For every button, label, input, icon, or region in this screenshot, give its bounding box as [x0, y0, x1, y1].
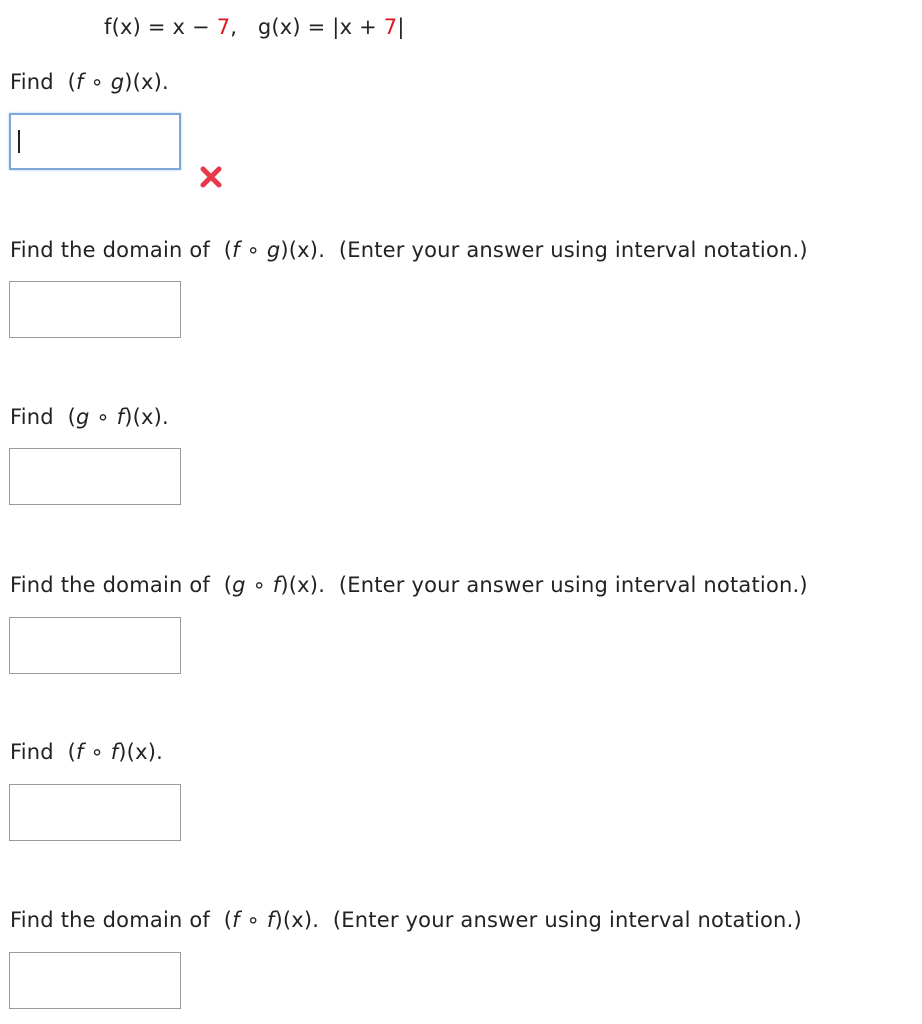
gof-domain-answer-input[interactable]	[9, 617, 181, 674]
g-definition: g(x) = |x + 7|	[257, 15, 405, 39]
f-definition: f(x) = x − 7	[104, 15, 231, 39]
fog-answer-input[interactable]	[9, 113, 181, 170]
function-definitions: f(x) = x − 7, g(x) = |x + 7|	[104, 15, 405, 39]
question-gof: Find (g ∘ f)(x).	[10, 405, 169, 429]
wrong-x-icon	[199, 165, 223, 189]
question-gof-domain: Find the domain of (g ∘ f)(x). (Enter your answer using interval notation.)	[10, 573, 808, 597]
question-fof: Find (f ∘ f)(x).	[10, 740, 163, 764]
question-fof-domain: Find the domain of (f ∘ f)(x). (Enter your answer using interval notation.)	[10, 908, 802, 932]
question-fog-domain: Find the domain of (f ∘ g)(x). (Enter your answer using interval notation.)	[10, 238, 808, 262]
g-constant: 7	[383, 15, 398, 39]
fog-domain-answer-input[interactable]	[9, 281, 181, 338]
f-constant: 7	[216, 15, 231, 39]
text-caret	[18, 130, 20, 153]
gof-answer-input[interactable]	[9, 448, 181, 505]
fof-domain-answer-input[interactable]	[9, 952, 181, 1009]
fof-answer-input[interactable]	[9, 784, 181, 841]
question-fog: Find (f ∘ g)(x).	[10, 70, 169, 94]
